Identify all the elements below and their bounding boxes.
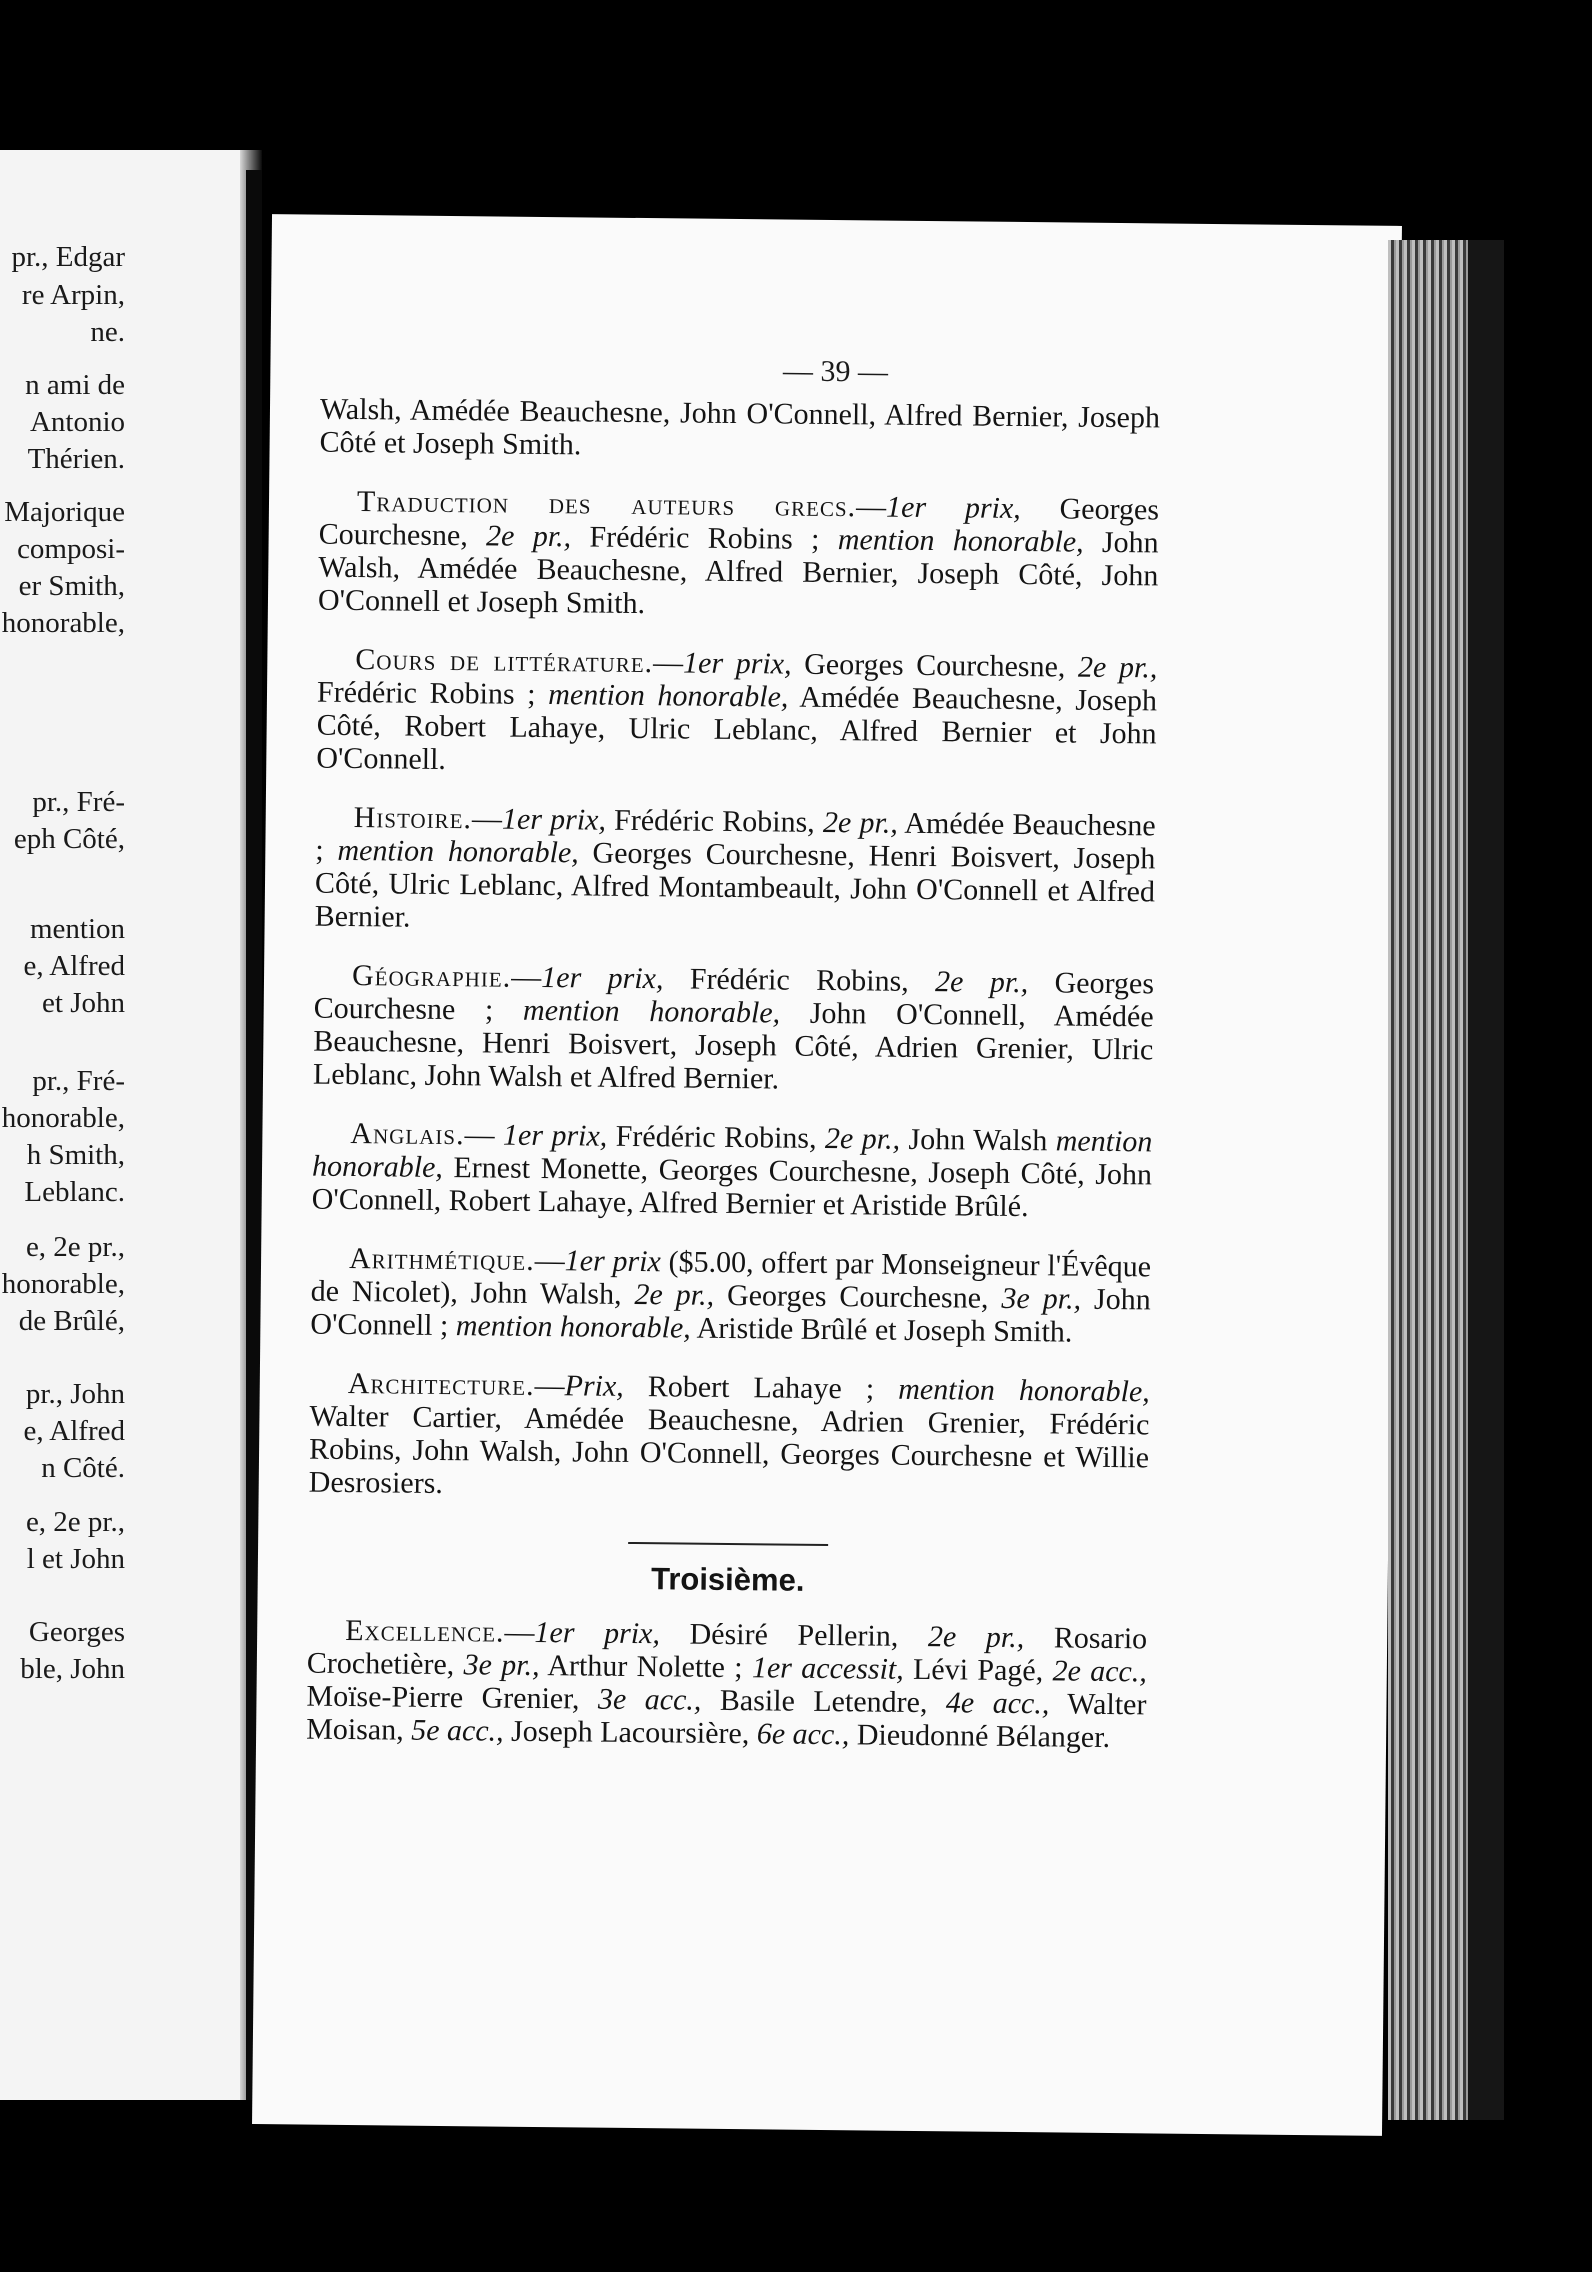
left-page-line: er Smith, — [18, 570, 125, 602]
page-number: — 39 — — [782, 354, 889, 389]
award-label: 2e acc., — [1052, 1654, 1148, 1689]
paragraph-text: Rosario Crochetière, — [306, 1621, 1148, 1682]
award-label: 2e pr., — [934, 965, 1029, 1000]
award-label: 2e pr., — [1077, 650, 1158, 685]
paragraph-text: — — [504, 1615, 535, 1649]
left-page-line: Thérien. — [27, 443, 125, 475]
award-label: 1er prix, — [534, 1615, 661, 1651]
paragraph-text: — — [652, 646, 684, 680]
paragraph-text: John O'Connell ; — [310, 1282, 1151, 1343]
main-page — [252, 214, 1402, 2136]
left-page-line: honorable, — [1, 1268, 125, 1300]
award-label: 2e pr., — [634, 1277, 715, 1312]
paragraph-text: — — [511, 960, 542, 994]
left-page-line: honorable, — [1, 1102, 125, 1134]
excellence-paragraph — [306, 1614, 1147, 1755]
award-label: 2e pr., — [485, 519, 572, 554]
award-label: 5e acc., — [410, 1713, 504, 1748]
award-label: 1er prix, — [501, 802, 607, 837]
left-page-line: Majorique — [4, 496, 125, 528]
paragraph-text: John Walsh — [899, 1122, 1056, 1158]
left-page-line: Leblanc. — [24, 1176, 125, 1208]
award-label: 1er prix, — [682, 646, 792, 681]
left-page-line: n ami de — [25, 369, 125, 401]
left-page-line: h Smith, — [26, 1139, 125, 1171]
paragraph-text: Arthur Nolette ; — [539, 1649, 753, 1685]
paragraph-text: Amédée Beauchesne ; — [315, 806, 1156, 867]
paragraph-text: Basile Letendre, — [701, 1683, 947, 1720]
continuation-paragraph: Walsh, Amédée Beauchesne, John O'Connell, Alfred Bernier, Joseph Côté et Joseph Smith. — [319, 392, 1161, 462]
paragraph-text: Georges Courchesne, — [713, 1278, 1002, 1315]
left-page-line: honorable, — [1, 607, 125, 639]
paragraph-text: John Walsh, Amédée Beauchesne, Alfred Bernier, Joseph Côté, John O'Connell et Joseph Smith. — [317, 525, 1159, 621]
left-page-line: et John — [42, 987, 125, 1019]
paragraph-text: Amédée Beauchesne, Joseph Côté, Robert Lahaye, Ulric Leblanc, Alfred Bernier et John O'Connell. — [316, 680, 1158, 776]
award-label: 4e acc., — [945, 1686, 1050, 1721]
prize-paragraph — [313, 959, 1154, 1100]
prize-paragraph — [309, 1367, 1150, 1508]
paragraph-heading: Anglais. — [350, 1117, 465, 1152]
left-page-line: Antonio — [29, 406, 125, 438]
award-label: mention honorable, — [837, 523, 1084, 559]
left-page-line: ne. — [90, 316, 125, 348]
paragraph-text: Walter Moisan, — [305, 1687, 1147, 1747]
paragraph-text: Moïse-Pierre Grenier, — [306, 1679, 599, 1716]
final-paragraph-container — [306, 1614, 1147, 1755]
left-page-line: mention — [29, 913, 125, 945]
paragraph-text: Désiré Pellerin, — [659, 1617, 929, 1654]
award-label: 2e pr., — [822, 805, 898, 840]
paragraph-text: — — [855, 490, 887, 524]
award-label: 3e acc., — [597, 1682, 702, 1717]
paragraph-text: Lévi Pagé, — [903, 1652, 1053, 1688]
paragraph-text: Walter Cartier, Amédée Beauchesne, Adrien Grenier, Frédéric Robins, John Walsh, John O'Connell, Georges Courchesne et Willie Desrosiers. — [308, 1399, 1150, 1500]
left-page-line: ble, John — [20, 1653, 125, 1685]
section-title: Troisième. — [650, 1561, 805, 1598]
award-label: mention honorable, — [522, 993, 781, 1030]
prize-paragraph — [318, 485, 1159, 626]
paragraph-text: Frédéric Robins, — [605, 803, 824, 839]
award-label: mention honorable, — [337, 833, 579, 870]
paragraph-heading: Histoire. — [353, 801, 473, 836]
left-page-line: pr., Fré- — [32, 786, 125, 818]
paragraph-text: Joseph Lacoursière, — [503, 1714, 758, 1751]
award-label: 3e pr., — [1001, 1281, 1082, 1316]
left-page-line: de Brûlé, — [18, 1305, 125, 1337]
left-page-line: n Côté. — [41, 1452, 125, 1484]
left-page-line: pr., Fré- — [32, 1065, 125, 1097]
book-cover-edge — [1468, 240, 1504, 2120]
paragraph-text: Georges Courchesne, Henri Boisvert, Joseph Côté, Ulric Leblanc, Alfred Montambeault, John O'Connell et Alfred Bernier. — [314, 836, 1156, 934]
prize-paragraphs — [309, 485, 1160, 1508]
paragraph-text: Frédéric Robins ; — [570, 520, 838, 557]
award-label: 3e pr., — [463, 1648, 540, 1683]
paragraph-text: Aristide Brûlé et Joseph Smith. — [690, 1311, 1073, 1349]
left-page-line: pr., Edgar — [11, 241, 125, 273]
prize-paragraph — [316, 643, 1157, 784]
award-label: 1er prix, — [502, 1118, 608, 1153]
left-page-line: pr., John — [25, 1378, 125, 1410]
left-page-line: eph Côté, — [13, 823, 125, 855]
left-page-line: re Arpin, — [21, 279, 125, 311]
left-page-line: e, Alfred — [23, 950, 125, 982]
paragraph-heading: Excellence. — [345, 1613, 505, 1649]
paragraph-text: — — [534, 1368, 565, 1403]
left-page-line: e, 2e pr., — [25, 1231, 125, 1263]
paragraph-text: Dieudonné Bélanger. — [849, 1718, 1111, 1754]
prize-paragraph — [312, 1117, 1153, 1225]
left-page-line: e, 2e pr., — [25, 1506, 125, 1538]
award-label: 2e pr., — [927, 1620, 1025, 1655]
paragraph-text: Georges Courchesne, — [318, 491, 1160, 553]
paragraph-heading: Arithmétique. — [348, 1242, 535, 1277]
page-edges — [1388, 240, 1468, 2120]
award-label: 2e pr., — [824, 1121, 901, 1156]
paragraph-text: Frédéric Robins ; — [316, 675, 549, 712]
paragraph-text: Frédéric Robins, — [607, 1119, 826, 1155]
paragraph-text: — — [534, 1243, 565, 1278]
paragraph-heading: Géographie. — [351, 959, 512, 994]
paragraph-text: Ernest Monette, Georges Courchesne, Joseph Côté, John O'Connell, Robert Lahaye, Alfred Bernier et Aristide Brûlé. — [311, 1150, 1153, 1224]
paragraph-text: Georges Courchesne ; — [313, 966, 1155, 1027]
paragraph-text: — — [471, 802, 503, 836]
award-label: mention honorable, — [311, 1124, 1153, 1184]
paragraph-text: John O'Connell, Amédée Beauchesne, Henri Boisvert, Joseph Côté, Adrien Grenier, Ulric Leblanc, John Walsh et Alfred Bernier. — [312, 996, 1154, 1096]
award-label: 1er prix — [564, 1244, 661, 1279]
section-divider — [628, 1542, 828, 1546]
award-label: 1er accessit, — [751, 1651, 904, 1686]
paragraph-text: ($5.00, offert par Monseigneur l'Évêque de Nicolet), John Walsh, — [310, 1245, 1152, 1311]
paragraph-heading: Cours de littérature. — [355, 643, 654, 680]
left-page — [0, 150, 240, 2100]
left-page-line: composi- — [17, 533, 125, 565]
left-page-line: Georges — [28, 1616, 125, 1648]
award-label: 1er prix, — [885, 490, 1021, 525]
left-page-line: l et John — [26, 1543, 125, 1575]
prize-paragraph — [315, 801, 1156, 942]
paragraph-text: Frédéric Robins, — [663, 962, 936, 999]
page-text — [306, 393, 1160, 1781]
paragraph-text: — — [464, 1118, 504, 1152]
paragraph-text: Robert Lahaye ; — [623, 1369, 899, 1406]
left-page-line: e, Alfred — [23, 1415, 125, 1447]
paragraph-text: Georges Courchesne, — [791, 647, 1079, 684]
award-label: mention honorable, — [898, 1372, 1150, 1409]
award-label: Prix, — [564, 1369, 624, 1403]
paragraph-heading: Architecture. — [347, 1366, 535, 1402]
prize-paragraph — [310, 1242, 1151, 1350]
paragraph-heading: Traduction des auteurs grecs. — [356, 485, 857, 524]
award-label: mention honorable, — [548, 678, 789, 714]
award-label: 1er prix, — [541, 960, 664, 996]
award-label: 6e acc., — [756, 1717, 850, 1752]
award-label: mention honorable, — [455, 1309, 691, 1345]
